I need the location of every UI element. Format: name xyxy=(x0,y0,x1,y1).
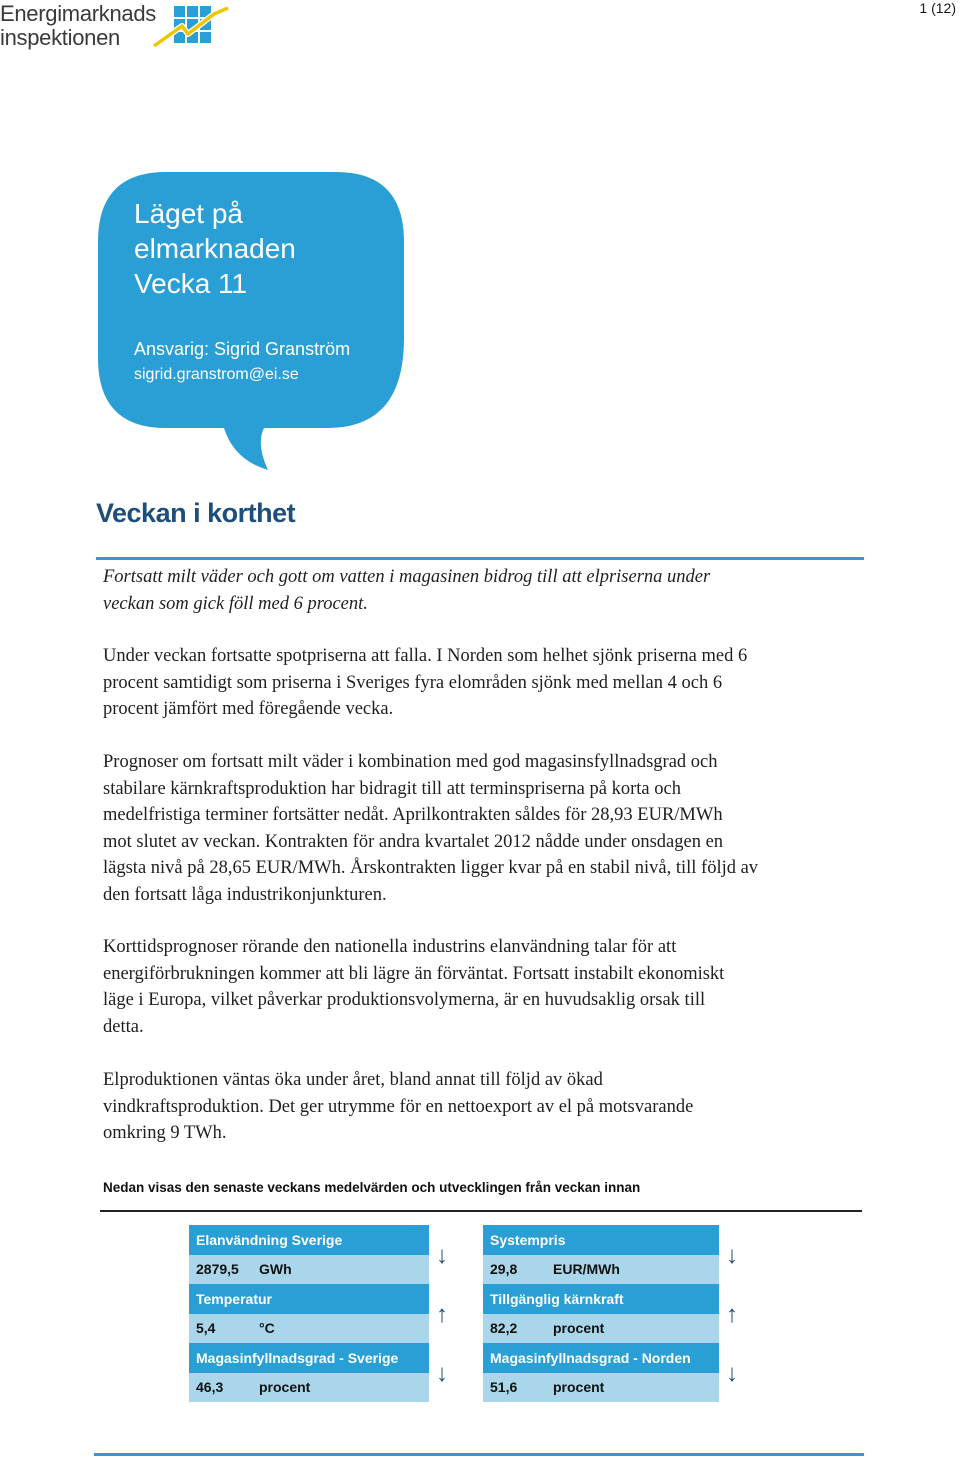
text-line: Under veckan fortsatte spotpriserna att falla. I Norden som helhet sjönk priserna med 6 xyxy=(103,646,748,666)
stat-value: 82,2 xyxy=(490,1320,518,1337)
text-line: Prognoser om fortsatt milt väder i kombination med god magasinsfyllnadsgrad och xyxy=(103,752,718,772)
stat-unit: GWh xyxy=(259,1261,292,1278)
stat-unit: procent xyxy=(259,1379,311,1396)
arrow-down-icon: ↓ xyxy=(726,1242,738,1269)
text-line: vindkraftsproduktion. Det ger utrymme för en nettoexport av el på motsvarande xyxy=(103,1096,694,1117)
text-line: energiförbrukningen kommer att bli lägre än förväntat. Fortsatt instabilt ekonomiskt xyxy=(103,963,725,984)
text-line: Korttidsprognoser rörande den nationella industrins elanvändning talar för att xyxy=(103,937,677,957)
lead-paragraph xyxy=(103,564,863,617)
brand-logo xyxy=(0,0,240,52)
contact-email[interactable]: sigrid.granstrom@ei.se xyxy=(134,366,299,383)
stats-table-nordic xyxy=(483,1225,719,1402)
stat-label-consumption: Elanvändning Sverige xyxy=(189,1225,429,1255)
logo-line-1: Energimarknads xyxy=(0,1,156,26)
text-line: detta. xyxy=(103,1016,144,1037)
arrow-down-icon: ↓ xyxy=(436,1242,448,1269)
stat-label-reservoir-nordic: Magasinfyllnadsgrad - Norden xyxy=(483,1343,719,1373)
text-line: stabilare kärnkraftsproduktion har bidragit till att terminspriserna på korta och xyxy=(103,778,681,799)
lead-line: veckan som gick föll med 6 procent. xyxy=(103,593,368,614)
stat-row-reservoir-sweden xyxy=(189,1373,429,1403)
stat-row-reservoir-nordic xyxy=(483,1373,719,1403)
table-caption: Nedan visas den senaste veckans medelvärden och utvecklingen från veckan innan xyxy=(103,1180,641,1195)
text-line: procent jämfört med föregående vecka. xyxy=(103,699,394,719)
logo-line-2: inspektionen xyxy=(0,25,120,50)
lead-line: Fortsatt milt väder och gott om vatten i magasinen bidrog till att elpriserna under xyxy=(103,567,711,587)
heading-divider xyxy=(96,557,864,560)
stat-label-nuclear: Tillgänglig kärnkraft xyxy=(483,1284,719,1314)
stat-unit: EUR/MWh xyxy=(553,1261,620,1278)
report-title-line-2: elmarknaden xyxy=(134,233,296,264)
responsible-person: Ansvarig: Sigrid Granström xyxy=(134,339,351,359)
stats-table-sweden xyxy=(189,1225,429,1402)
stat-label-system-price: Systempris xyxy=(483,1225,719,1255)
stat-value: 5,4 xyxy=(196,1320,216,1337)
text-line: procent samtidigt som priserna i Sveriges fyra elområden sjönk med mellan 4 och 6 xyxy=(103,672,723,693)
stat-value: 46,3 xyxy=(196,1379,224,1396)
paragraph-production xyxy=(103,1067,863,1147)
footer-divider xyxy=(94,1453,864,1456)
arrow-up-icon: ↑ xyxy=(436,1301,448,1328)
stat-value: 29,8 xyxy=(490,1261,518,1278)
page-number: 1 (12) xyxy=(919,0,956,16)
stat-label-reservoir-sweden: Magasinfyllnadsgrad - Sverige xyxy=(189,1343,429,1373)
text-line: mot slutet av veckan. Kontrakten för andra kvartalet 2012 nådde under onsdagen en xyxy=(103,831,724,852)
arrow-up-icon: ↑ xyxy=(726,1301,738,1328)
stat-unit: °C xyxy=(259,1320,275,1337)
caption-divider xyxy=(100,1210,862,1212)
stat-row-nuclear xyxy=(483,1314,719,1344)
text-line: lägsta nivå på 28,65 EUR/MWh. Årskontrakten ligger kvar på en stabil nivå, till följd av xyxy=(103,858,759,878)
stat-unit: procent xyxy=(553,1379,605,1396)
text-line: medelfristiga terminer fortsätter nedåt. Aprilkontrakten såldes för 28,93 EUR/MWh xyxy=(103,805,723,825)
report-title-line-1: Läget på xyxy=(134,198,243,229)
text-line: den fortsatt låga industrikonjunkturen. xyxy=(103,884,387,905)
report-title-line-3: Vecka 11 xyxy=(134,268,248,299)
paragraph-spot-prices xyxy=(103,643,863,723)
stat-unit: procent xyxy=(553,1320,605,1337)
text-line: omkring 9 TWh. xyxy=(103,1123,227,1143)
arrow-down-icon: ↓ xyxy=(726,1360,738,1387)
stat-value: 51,6 xyxy=(490,1379,518,1396)
lightning-grid-icon xyxy=(152,4,230,50)
stat-row-consumption xyxy=(189,1255,429,1285)
paragraph-consumption-forecast xyxy=(103,934,863,1040)
paragraph-forward-prices xyxy=(103,749,863,908)
stat-row-temperature xyxy=(189,1314,429,1344)
logo-wordmark xyxy=(0,2,156,50)
text-line: läge i Europa, vilket påverkar produktionsvolymerna, är en huvudsaklig orsak till xyxy=(103,990,706,1010)
stat-row-system-price xyxy=(483,1255,719,1285)
stat-label-temperature: Temperatur xyxy=(189,1284,429,1314)
section-heading: Veckan i korthet xyxy=(96,498,296,528)
stat-value: 2879,5 xyxy=(196,1261,239,1278)
arrow-down-icon: ↓ xyxy=(436,1360,448,1387)
report-title xyxy=(134,196,394,301)
text-line: Elproduktionen väntas öka under året, bland annat till följd av ökad xyxy=(103,1070,603,1090)
